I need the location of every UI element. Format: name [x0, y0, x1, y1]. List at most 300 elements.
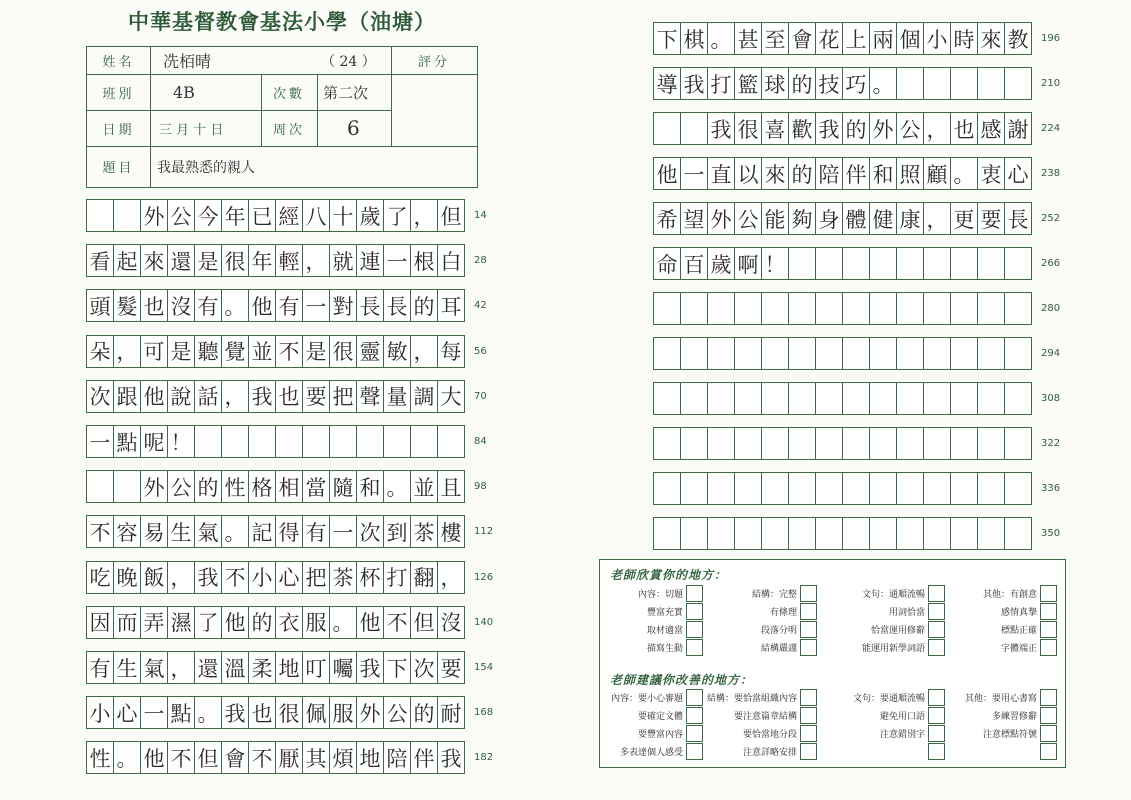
checkbox[interactable] [686, 585, 703, 602]
grid-cell: 茶 [329, 561, 357, 594]
grid-cell: 康 [896, 202, 924, 235]
row-count: 238 [1041, 168, 1061, 179]
checkbox[interactable] [1040, 707, 1057, 724]
grid-cell: 但 [410, 606, 438, 639]
grid-row [86, 199, 465, 232]
grid-cell: 生 [167, 515, 195, 548]
grid-cell: 伴 [410, 741, 438, 774]
grid-cell: ， [302, 244, 330, 277]
grid-cell: 望 [680, 202, 708, 235]
grid-cell [113, 199, 141, 232]
grid-cell: 外 [869, 112, 897, 145]
checkbox[interactable] [800, 743, 817, 760]
checkbox[interactable] [800, 621, 817, 638]
checkbox[interactable] [928, 743, 945, 760]
checkbox[interactable] [686, 743, 703, 760]
grid-cell: 沒 [437, 606, 465, 639]
times-label: 次數 [272, 86, 305, 102]
grid-cell [896, 247, 924, 280]
grid-row [86, 741, 465, 774]
checkbox[interactable] [800, 707, 817, 724]
row-count: 28 [474, 255, 487, 267]
checkbox[interactable] [1040, 743, 1057, 760]
grid-cell: 一 [140, 696, 168, 729]
grid-cell: 大 [437, 380, 465, 413]
checkbox[interactable] [1040, 689, 1057, 706]
grid-cell: 他 [140, 741, 168, 774]
checkbox[interactable] [686, 725, 703, 742]
grid-row [86, 515, 465, 548]
grid-cell: 是 [302, 335, 330, 368]
checkbox[interactable] [928, 603, 945, 620]
grid-row [653, 67, 1032, 100]
grid-cell: 更 [950, 202, 978, 235]
grid-cell: 很 [734, 112, 762, 145]
grid-cell: 一 [383, 244, 411, 277]
grid-cell [977, 337, 1005, 370]
grid-cell [653, 382, 681, 415]
grid-cell [842, 427, 870, 460]
grid-cell [923, 517, 951, 550]
grid-cell: 。 [221, 289, 249, 322]
grid-row [653, 157, 1032, 190]
checkbox[interactable] [928, 621, 945, 638]
grid-cell: ， [923, 202, 951, 235]
grid-cell [815, 337, 843, 370]
grid-cell: 性 [86, 741, 114, 774]
grid-cell [869, 427, 897, 460]
checkbox[interactable] [1040, 585, 1057, 602]
grid-cell [761, 427, 789, 460]
grid-cell: 敏 [383, 335, 411, 368]
grid-cell: 外 [356, 696, 384, 729]
grid-cell: 他 [248, 289, 276, 322]
checklist-label: 注意錯別字 [879, 730, 925, 740]
grid-cell: 點 [167, 696, 195, 729]
grid-cell: 地 [356, 741, 384, 774]
row-count: 126 [474, 571, 494, 583]
grid-cell [734, 427, 762, 460]
grid-cell: 容 [113, 515, 141, 548]
grid-cell [950, 67, 978, 100]
grid-cell: 公 [896, 112, 924, 145]
grid-cell: ， [167, 561, 195, 594]
week-label: 周次 [272, 122, 305, 138]
checklist-label: 結構嚴謹 [760, 644, 797, 654]
grid-cell: 陪 [815, 157, 843, 190]
grid-cell: 。 [329, 606, 357, 639]
grid-cell [1004, 292, 1032, 325]
grid-cell: ！ [761, 247, 789, 280]
grid-cell: 氣 [194, 515, 222, 548]
grid-cell: 教 [1004, 22, 1032, 55]
grid-cell [896, 382, 924, 415]
checklist-label: 結構：要恰當組織內容 [706, 694, 797, 704]
grid-cell [842, 382, 870, 415]
grid-cell [788, 382, 816, 415]
grid-cell [923, 247, 951, 280]
grid-cell: 命 [653, 247, 681, 280]
grid-cell: 並 [410, 470, 438, 503]
grid-cell [707, 472, 735, 505]
grid-cell: 白 [437, 244, 465, 277]
grid-cell: 啊 [734, 247, 762, 280]
grid-cell: 而 [113, 606, 141, 639]
grid-cell [113, 470, 141, 503]
grid-cell: 吃 [86, 561, 114, 594]
grid-cell: 一 [680, 157, 708, 190]
grid-cell [869, 247, 897, 280]
checkbox[interactable] [686, 707, 703, 724]
grid-cell: ！ [167, 425, 195, 458]
grid-cell [653, 472, 681, 505]
grid-cell: 氣 [140, 651, 168, 684]
checklist-item [743, 725, 817, 742]
grid-cell: 今 [194, 199, 222, 232]
checkbox[interactable] [1040, 725, 1057, 742]
row-count: 42 [474, 300, 487, 312]
grid-cell [815, 247, 843, 280]
grid-cell: 我 [356, 651, 384, 684]
grid-cell: 來 [761, 157, 789, 190]
grid-cell: 已 [248, 199, 276, 232]
grid-cell: 長 [356, 289, 384, 322]
checkbox[interactable] [686, 603, 703, 620]
grid-cell [329, 425, 357, 458]
checklist-label: 取材適當 [646, 626, 683, 636]
checkbox[interactable] [800, 725, 817, 742]
checklist-item [647, 621, 703, 638]
grid-cell: 不 [248, 741, 276, 774]
grid-cell: 得 [275, 515, 303, 548]
checklist-item [638, 585, 703, 602]
row-count: 84 [474, 436, 487, 447]
grid-cell: 體 [842, 202, 870, 235]
grid-cell [707, 427, 735, 460]
grid-cell: 相 [275, 470, 303, 503]
checkbox[interactable] [800, 639, 817, 656]
grid-cell [977, 292, 1005, 325]
grid-cell [734, 517, 762, 550]
checkbox[interactable] [1040, 621, 1057, 638]
grid-cell: 輕 [275, 244, 303, 277]
grid-cell [1004, 67, 1032, 100]
grid-cell: 籃 [734, 67, 762, 100]
checklist-item [743, 743, 817, 760]
grid-row [86, 696, 465, 729]
row-count: 196 [1041, 33, 1061, 44]
grid-cell [977, 247, 1005, 280]
checkbox[interactable] [928, 689, 945, 706]
grid-cell: 話 [194, 380, 222, 413]
grid-cell: 外 [707, 202, 735, 235]
grid-cell: 的 [410, 696, 438, 729]
grid-cell [734, 292, 762, 325]
grid-cell [86, 199, 114, 232]
row-count: 98 [474, 481, 487, 493]
row-count: 280 [1041, 303, 1061, 314]
grid-cell [734, 382, 762, 415]
grid-cell: 把 [302, 561, 330, 594]
grid-cell: 有 [302, 515, 330, 548]
grid-cell: 十 [329, 199, 357, 232]
checkbox[interactable] [928, 639, 945, 656]
grid-cell: 樓 [437, 515, 465, 548]
grid-cell: 健 [869, 202, 897, 235]
grid-cell: 小 [923, 22, 951, 55]
grid-row [653, 382, 1032, 415]
row-count: 154 [474, 662, 494, 673]
grid-cell [1004, 247, 1032, 280]
grid-cell: 聽 [194, 335, 222, 368]
grid-cell: 我 [815, 112, 843, 145]
grid-cell: 的 [194, 470, 222, 503]
grid-cell: ， [437, 561, 465, 594]
times-value: 第二次 [323, 83, 369, 102]
grid-cell [815, 382, 843, 415]
grid-cell [680, 337, 708, 370]
grid-cell [923, 67, 951, 100]
grid-cell [734, 472, 762, 505]
grid-cell: 公 [734, 202, 762, 235]
grid-cell [707, 382, 735, 415]
grid-cell: 了 [194, 606, 222, 639]
checklist-label: 避免用口語 [879, 712, 925, 722]
checklist-item [862, 585, 945, 602]
checkbox[interactable] [686, 639, 703, 656]
checkbox[interactable] [1040, 639, 1057, 656]
grid-cell [923, 382, 951, 415]
row-count: 266 [1041, 258, 1061, 269]
grid-cell: 我 [680, 67, 708, 100]
grid-cell: ， [167, 651, 195, 684]
grid-cell: 照 [896, 157, 924, 190]
grid-cell: 翻 [410, 561, 438, 594]
grid-cell: 調 [410, 380, 438, 413]
grid-cell: 靈 [356, 335, 384, 368]
grid-row [653, 247, 1032, 280]
checkbox[interactable] [686, 621, 703, 638]
grid-cell: 顧 [923, 157, 951, 190]
grid-cell: 茶 [410, 515, 438, 548]
grid-cell [788, 292, 816, 325]
grid-cell: 他 [221, 606, 249, 639]
grid-cell: 晚 [113, 561, 141, 594]
grid-cell: 來 [140, 244, 168, 277]
grid-cell: 我 [194, 561, 222, 594]
row-count: 294 [1041, 348, 1061, 359]
grid-cell: 連 [356, 244, 384, 277]
grid-cell [653, 337, 681, 370]
grid-cell [707, 292, 735, 325]
checkbox[interactable] [928, 585, 945, 602]
grid-cell: 年 [221, 199, 249, 232]
grid-cell [977, 472, 1005, 505]
row-count: 210 [1041, 78, 1061, 89]
row-count: 350 [1041, 528, 1061, 539]
grid-cell: 要 [302, 380, 330, 413]
grid-cell: 性 [221, 470, 249, 503]
grid-cell: 量 [383, 380, 411, 413]
grid-cell: 耐 [437, 696, 465, 729]
class-value: 4B [173, 82, 195, 102]
checklist-item [1001, 639, 1057, 656]
grid-cell: 次 [356, 515, 384, 548]
grid-cell: 長 [383, 289, 411, 322]
grid-cell: ， [221, 380, 249, 413]
grid-cell: 能 [761, 202, 789, 235]
grid-cell: 起 [113, 244, 141, 277]
checklist-label: 文句：通順流暢 [861, 590, 925, 600]
grid-cell [1004, 427, 1032, 460]
checklist-label: 多練習修辭 [991, 712, 1037, 722]
grid-cell [842, 292, 870, 325]
grid-cell: 歲 [356, 199, 384, 232]
grid-cell: 。 [113, 741, 141, 774]
topic-value: 我最熟悉的親人 [157, 159, 255, 176]
grid-cell [761, 337, 789, 370]
grid-cell: 是 [194, 244, 222, 277]
grid-cell: 的 [788, 157, 816, 190]
grid-row [86, 335, 465, 368]
grid-cell [1004, 472, 1032, 505]
topic-label: 題目 [102, 161, 135, 176]
grid-cell: 就 [329, 244, 357, 277]
grid-cell [410, 425, 438, 458]
grid-cell [923, 427, 951, 460]
checklist-label: 恰當運用修辭 [870, 626, 925, 636]
grid-cell: 公 [167, 199, 195, 232]
grid-cell: 有 [194, 289, 222, 322]
checklist-label: 注意詳略安排 [742, 748, 797, 758]
checklist-item [611, 689, 703, 706]
grid-cell: 呢 [140, 425, 168, 458]
grid-cell [653, 427, 681, 460]
grid-cell: 不 [221, 561, 249, 594]
grid-cell: 叮 [302, 651, 330, 684]
grid-cell: 每 [437, 335, 465, 368]
grid-cell: 飯 [140, 561, 168, 594]
improve-heading: 老師建議你改善的地方： [610, 673, 754, 687]
grid-cell: 把 [329, 380, 357, 413]
grid-cell: 看 [86, 244, 114, 277]
checklist-label: 內容：切題 [637, 590, 683, 600]
grid-cell: 衷 [977, 157, 1005, 190]
checklist-item [1001, 621, 1057, 638]
name-label: 姓名 [102, 55, 135, 70]
grid-cell [977, 427, 1005, 460]
grid-cell: 小 [86, 696, 114, 729]
checkbox[interactable] [928, 707, 945, 724]
grid-cell: 柔 [248, 651, 276, 684]
grid-cell: 外 [140, 470, 168, 503]
grid-cell: 直 [707, 157, 735, 190]
checkbox[interactable] [800, 689, 817, 706]
student-info-table [86, 46, 478, 188]
grid-cell [869, 292, 897, 325]
grid-cell [896, 292, 924, 325]
checkbox[interactable] [928, 725, 945, 742]
checklist-label: 標點正確 [1000, 626, 1037, 636]
row-count: 322 [1041, 438, 1061, 449]
grid-cell: 他 [653, 157, 681, 190]
grid-row [653, 427, 1032, 460]
grid-cell [788, 517, 816, 550]
checklist-label: 結構：完整 [751, 590, 797, 600]
grid-cell: 公 [383, 696, 411, 729]
grid-cell: 兩 [869, 22, 897, 55]
grid-cell: 跟 [113, 380, 141, 413]
checklist-item [889, 603, 945, 620]
grid-cell: 經 [275, 199, 303, 232]
grid-cell: 伴 [842, 157, 870, 190]
grid-cell: 服 [329, 696, 357, 729]
checklist-item [752, 585, 817, 602]
checkbox[interactable] [800, 585, 817, 602]
grid-row [653, 202, 1032, 235]
grid-cell [815, 517, 843, 550]
class-number: （ 24 ） [321, 53, 376, 70]
checklist-label: 多表達個人感受 [619, 748, 683, 758]
grid-cell [950, 472, 978, 505]
row-count: 56 [474, 345, 487, 357]
row-count: 168 [474, 707, 494, 719]
grid-cell: 。 [194, 696, 222, 729]
grid-cell: 公 [167, 470, 195, 503]
grid-cell: 導 [653, 67, 681, 100]
grid-cell [761, 472, 789, 505]
grid-cell: 棋 [680, 22, 708, 55]
checkbox[interactable] [686, 689, 703, 706]
grid-cell: 也 [950, 112, 978, 145]
grid-cell: 一 [86, 425, 114, 458]
row-count: 70 [474, 390, 487, 402]
grid-cell: 巧 [842, 67, 870, 100]
grid-cell: 是 [167, 335, 195, 368]
teacher-feedback-panel [599, 559, 1066, 768]
grid-cell: 會 [221, 741, 249, 774]
grid-cell [950, 247, 978, 280]
grid-cell: 來 [977, 22, 1005, 55]
grid-cell: 當 [302, 470, 330, 503]
grid-cell: 歡 [788, 112, 816, 145]
grid-cell: 球 [761, 67, 789, 100]
checklist-item [880, 707, 945, 724]
grid-cell: ， [410, 335, 438, 368]
grid-row [86, 380, 465, 413]
checkbox[interactable] [1040, 603, 1057, 620]
grid-cell [977, 517, 1005, 550]
grid-cell [788, 427, 816, 460]
grid-cell [680, 472, 708, 505]
row-count: 308 [1041, 393, 1061, 404]
grid-cell: 花 [815, 22, 843, 55]
grid-cell [302, 425, 330, 458]
grid-cell: 了 [383, 199, 411, 232]
score-label: 評分 [417, 55, 450, 70]
grid-cell [896, 427, 924, 460]
grid-cell: 一 [302, 289, 330, 322]
checklist-item [862, 639, 945, 656]
checklist-label: 要確定文體 [637, 712, 683, 722]
grid-cell [788, 247, 816, 280]
grid-cell [842, 247, 870, 280]
grid-cell: 和 [356, 470, 384, 503]
grid-cell [194, 425, 222, 458]
grid-cell: 囑 [329, 651, 357, 684]
checkbox[interactable] [800, 603, 817, 620]
checklist-item [1040, 743, 1057, 760]
